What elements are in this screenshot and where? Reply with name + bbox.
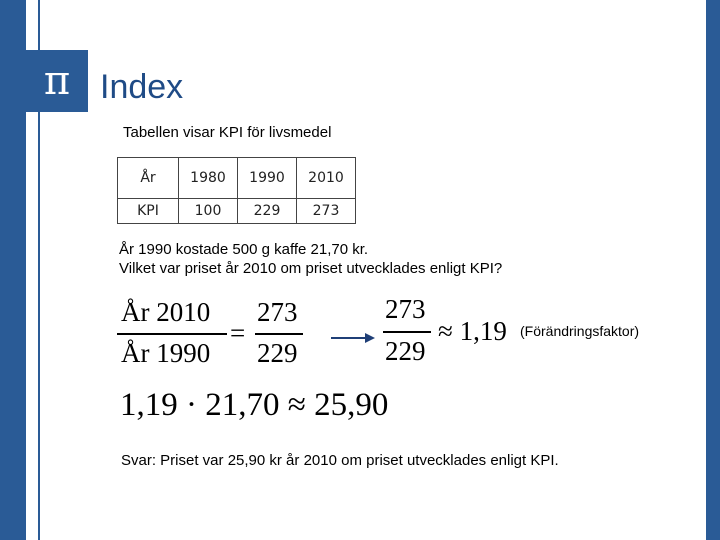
factor-label: (Förändringsfaktor) bbox=[520, 323, 640, 339]
arrow-line bbox=[331, 337, 367, 339]
calculation: 1,19 · 21,70 ≈ 25,90 bbox=[120, 387, 389, 423]
table-cell: År bbox=[118, 158, 179, 199]
table-cell: 1990 bbox=[238, 158, 297, 199]
fraction-1-denominator: År 1990 bbox=[121, 338, 211, 368]
answer-text: Svar: Priset var 25,90 kr år 2010 om priset utvecklades enligt KPI. bbox=[121, 452, 559, 469]
table-header-row bbox=[118, 158, 356, 199]
pi-logo-icon: π bbox=[26, 50, 88, 112]
left-accent-band bbox=[0, 0, 26, 540]
table-cell: 100 bbox=[179, 199, 238, 224]
question-line-1: År 1990 kostade 500 g kaffe 21,70 kr. bbox=[119, 241, 369, 258]
question-text bbox=[119, 240, 502, 278]
arrow-right-icon bbox=[365, 333, 375, 343]
fraction-2-denominator: 229 bbox=[257, 338, 298, 368]
page-title: Index bbox=[100, 68, 184, 106]
table-cell: 2010 bbox=[297, 158, 356, 199]
approx-result: ≈ 1,19 bbox=[438, 316, 507, 346]
table-row bbox=[118, 199, 356, 224]
kpi-table bbox=[117, 157, 356, 224]
fraction-3-denominator: 229 bbox=[385, 336, 426, 366]
table-cell: 229 bbox=[238, 199, 297, 224]
fraction-2-bar bbox=[255, 333, 303, 335]
question-line-2: Vilket var priset år 2010 om priset utvecklades enligt KPI? bbox=[119, 260, 503, 277]
table-cell: KPI bbox=[118, 199, 179, 224]
fraction-3-numerator: 273 bbox=[385, 294, 426, 324]
fraction-1-numerator: År 2010 bbox=[121, 297, 211, 327]
intro-text: Tabellen visar KPI för livsmedel bbox=[123, 124, 332, 141]
table-cell: 1980 bbox=[179, 158, 238, 199]
fraction-2-numerator: 273 bbox=[257, 297, 298, 327]
fraction-1-bar bbox=[117, 333, 227, 335]
fraction-3-bar bbox=[383, 331, 431, 333]
equals-sign: = bbox=[230, 318, 246, 348]
table-cell: 273 bbox=[297, 199, 356, 224]
right-accent-band bbox=[706, 0, 720, 540]
